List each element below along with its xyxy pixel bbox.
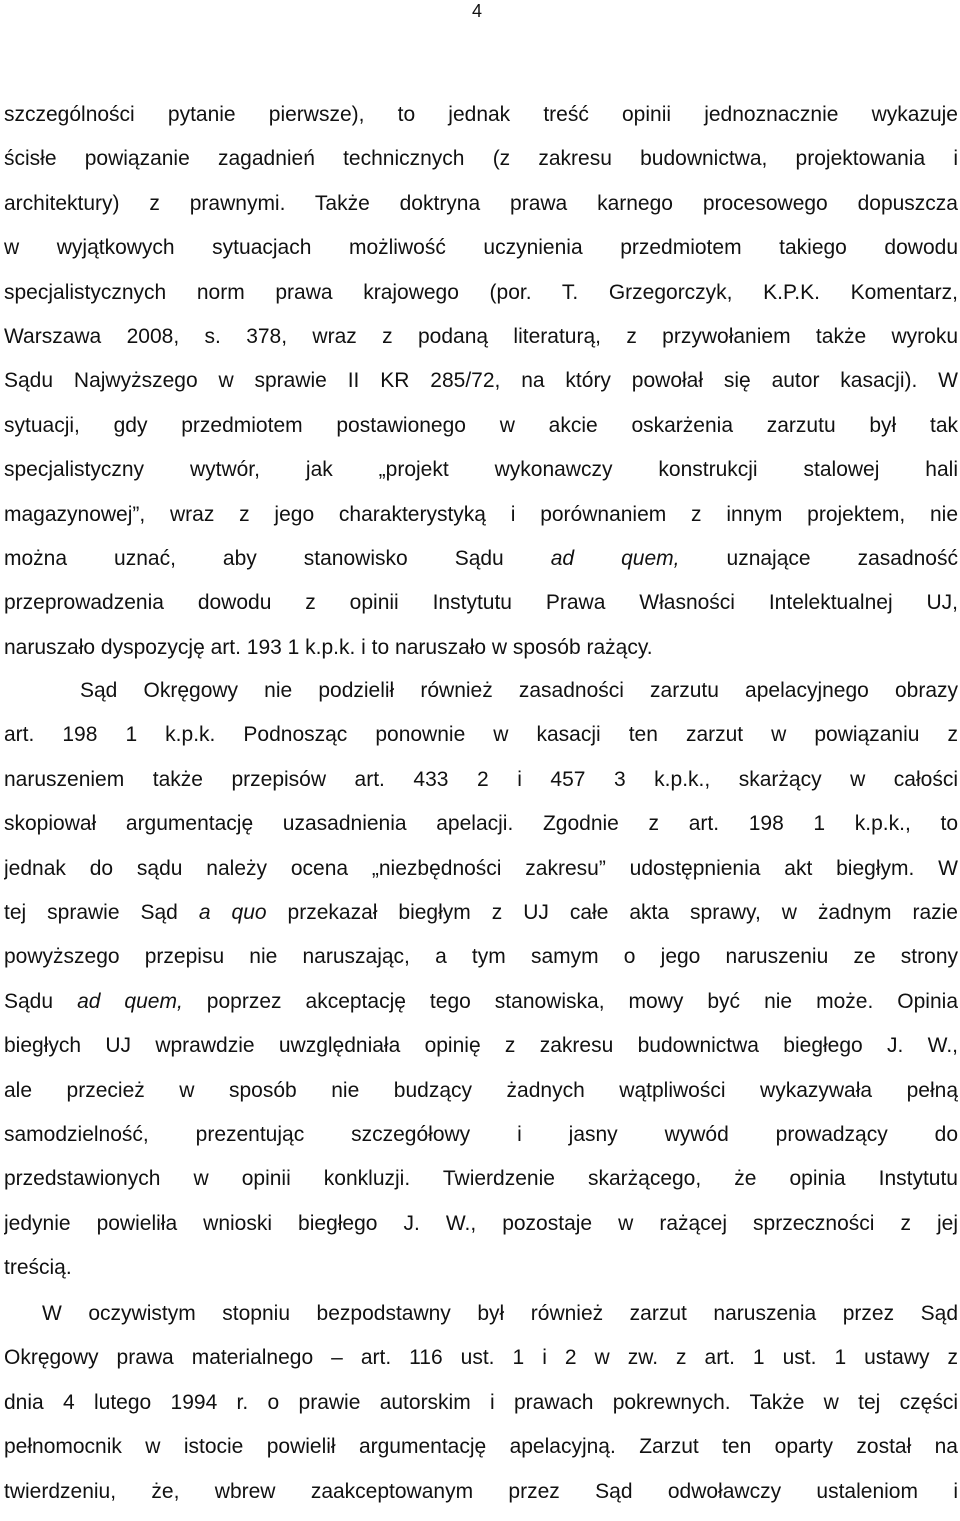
- text-line: twierdzeniu, że, wbrew zaakceptowanym przez Sąd odwoławczy ustaleniom i: [4, 1479, 958, 1503]
- text-segment: uznające zasadność: [679, 546, 958, 570]
- text-line: Sąd Okręgowy nie podzielił również zasadności zarzutu apelacyjnego obrazy: [80, 679, 958, 702]
- paragraph-1: [4, 100, 958, 677]
- text-line: treścią.: [4, 1256, 72, 1280]
- text-line: pełnomocnik w istocie powielił argumentację apelacyjną. Zarzut ten oparty został na: [4, 1435, 958, 1459]
- text-line: jednak do sądu należy ocena „niezbędności zakresu” udostępnienia akt biegłym. W: [4, 856, 958, 880]
- text-line: [4, 898, 958, 942]
- text-line: specjalistyczny wytwór, jak „projekt wykonawczy konstrukcji stalowej hali: [4, 458, 958, 482]
- text-line: dnia 4 lutego 1994 r. o prawie autorskim i prawach pokrewnych. Także w tej części: [4, 1390, 958, 1414]
- text-line: specjalistycznych norm prawa krajowego (por. T. Grzegorczyk, K.P.K. Komentarz,: [4, 280, 958, 304]
- text-line: ale przecież w sposób nie budzący żadnych wątpliwości wykazywała pełną: [4, 1078, 958, 1102]
- text-line: architektury) z prawnymi. Także doktryna prawa karnego procesowego dopuszcza: [4, 191, 958, 215]
- text-segment: Sądu: [4, 989, 78, 1013]
- text-line: [4, 544, 958, 588]
- text-line: Okręgowy prawa materialnego – art. 116 ust. 1 i 2 w zw. z art. 1 ust. 1 ustawy z: [4, 1346, 958, 1370]
- text-segment: przekazał biegłym z UJ całe akta sprawy, w żadnym razie: [266, 900, 958, 924]
- text-line: biegłych UJ wprawdzie uwzględniała opinię z zakresu budownictwa biegłego J. W.,: [4, 1034, 958, 1058]
- text-line: Warszawa 2008, s. 378, wraz z podaną literaturą, z przywołaniem także wyroku: [4, 324, 958, 348]
- text-line: w wyjątkowych sytuacjach możliwość uczynienia przedmiotem takiego dowodu: [4, 236, 958, 260]
- text-segment: tej sprawie Sąd: [4, 900, 199, 924]
- paragraph-3: [4, 1299, 958, 1521]
- paragraph-2: [4, 676, 958, 1297]
- text-line: naruszeniem także przepisów art. 433 2 i 457 3 k.p.k., skarżący w całości: [4, 767, 958, 791]
- text-line: W oczywistym stopniu bezpodstawny był również zarzut naruszenia przez Sąd: [42, 1302, 958, 1325]
- text-line: skopiował argumentację uzasadnienia apelacji. Zgodnie z art. 198 1 k.p.k., to: [4, 812, 958, 836]
- italic-term: ad quem,: [550, 546, 680, 570]
- text-segment: poprzez akceptację tego stanowiska, mowy być nie może. Opinia: [182, 989, 958, 1013]
- text-line: przedstawionych w opinii konkluzji. Twierdzenie skarżącego, że opinia Instytutu: [4, 1167, 958, 1191]
- text-line: jedynie powieliła wnioski biegłego J. W., pozostaje w rażącej sprzeczności z jej: [4, 1211, 958, 1235]
- page-number: 4: [472, 1, 483, 21]
- text-line: sytuacji, gdy przedmiotem postawionego w akcie oskarżenia zarzutu był tak: [4, 413, 958, 437]
- text-line: ścisłe powiązanie zagadnień technicznych (z zakresu budownictwa, projektowania i: [4, 147, 958, 171]
- text-line: [4, 987, 958, 1031]
- text-segment: można uznać, aby stanowisko Sądu: [4, 546, 551, 570]
- text-line: art. 198 1 k.p.k. Podnosząc ponownie w kasacji ten zarzut w powiązaniu z: [4, 723, 958, 747]
- text-line: naruszało dyspozycję art. 193 1 k.p.k. i to naruszało w sposób rażący.: [4, 635, 653, 659]
- text-line: samodzielność, prezentując szczegółowy i jasny wywód prowadzący do: [4, 1122, 958, 1146]
- text-line: magazynowej”, wraz z jego charakterystyką i porównaniem z innym projektem, nie: [4, 502, 958, 526]
- text-line: powyższego przepisu nie naruszając, a tym samym o jego naruszeniu ze strony: [4, 945, 958, 969]
- text-line: Sądu Najwyższego w sprawie II KR 285/72, na który powołał się autor kasacji). W: [4, 369, 958, 393]
- text-line: przeprowadzenia dowodu z opinii Instytutu Prawa Własności Intelektualnej UJ,: [4, 591, 958, 615]
- italic-term: a quo: [198, 900, 267, 924]
- text-line: szczególności pytanie pierwsze), to jednak treść opinii jednoznacznie wykazuje: [4, 103, 958, 126]
- italic-term: ad quem,: [77, 989, 183, 1013]
